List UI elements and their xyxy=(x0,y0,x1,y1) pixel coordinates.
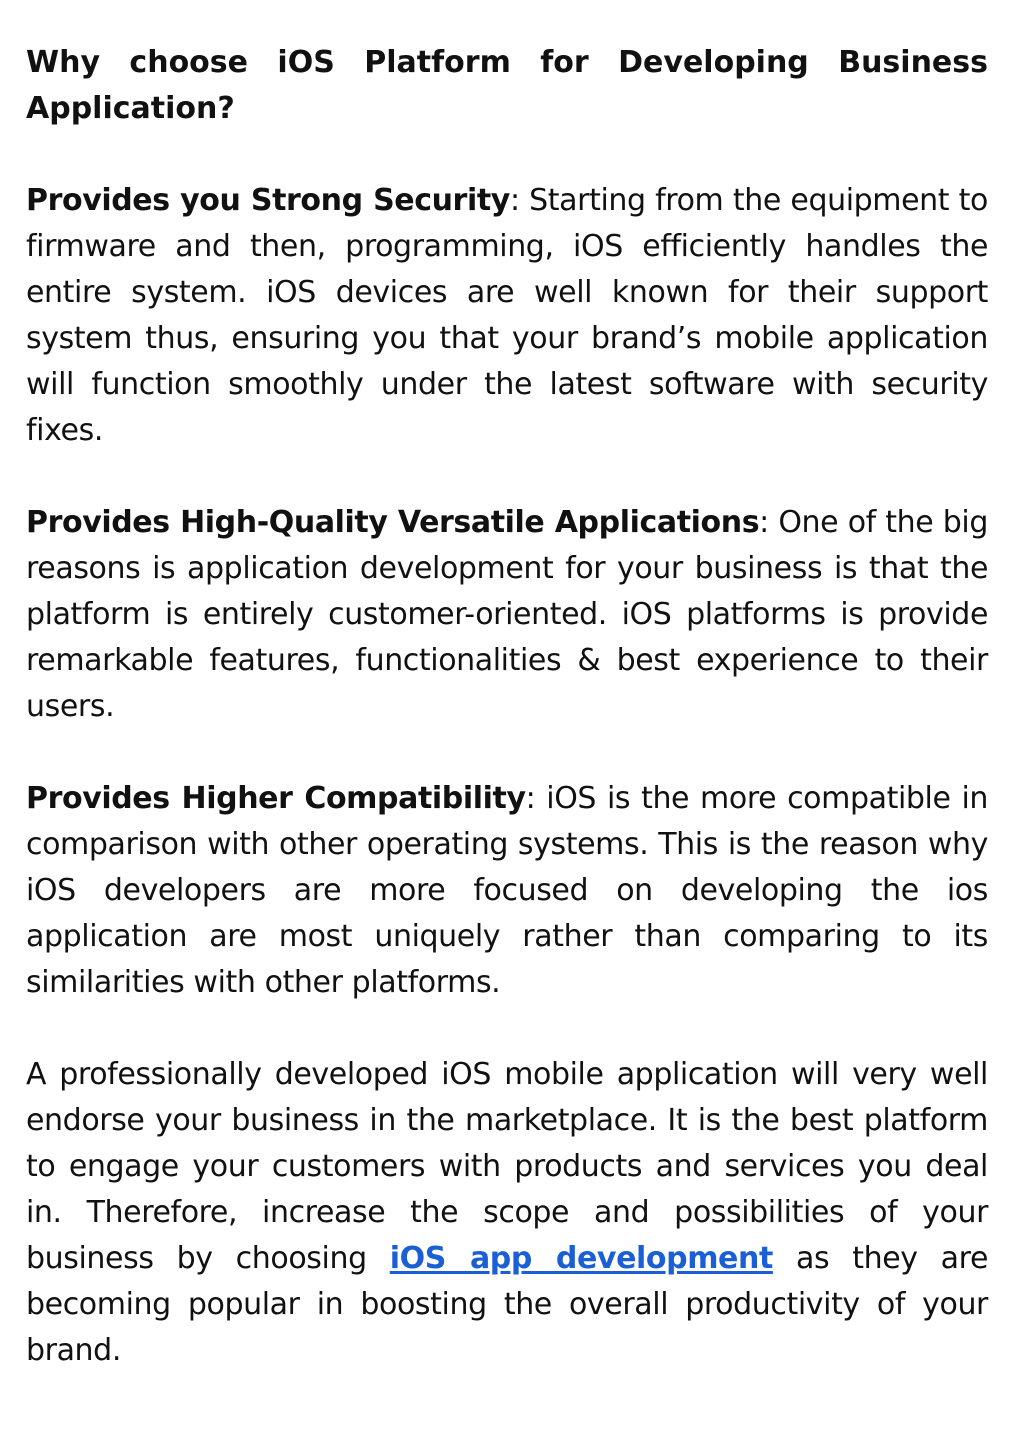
section-heading: Provides Higher Compatibility xyxy=(26,781,526,816)
document-title: Why choose iOS Platform for Developing Business Application? xyxy=(26,45,988,126)
spacer xyxy=(26,454,988,500)
spacer xyxy=(26,132,988,178)
spacer xyxy=(26,730,988,776)
section-body: One of the big reasons is application development for your business is that the platform is entirely customer-oriented. iOS platforms is provide remarkable features, functionalities & best experience to their users. xyxy=(26,505,988,724)
section-body: iOS is the more compatible in comparison with other operating systems. This is the reason why iOS developers are more focused on developing the ios application are most uniquely rather than comparing to its similarities with other platforms. xyxy=(26,781,988,1000)
section-heading: Provides High-Quality Versatile Applications xyxy=(26,505,760,540)
section-quality-apps xyxy=(26,500,988,730)
section-separator: : xyxy=(759,505,769,540)
ios-app-development-link[interactable]: iOS app development xyxy=(389,1241,773,1276)
section-separator: : xyxy=(509,183,520,218)
section-heading: Provides you Strong Security xyxy=(26,183,510,218)
document-page xyxy=(26,40,988,1374)
section-separator: : xyxy=(525,781,536,816)
section-body: Starting from the equipment to firmware and then, programming, iOS efficiently handles the entire system. iOS devices are well known for their support system thus, ensuring you that your brand’s mobile application will function smoothly under the latest software with security fixes. xyxy=(26,183,988,448)
closing-text-before-link: A professionally developed iOS mobile application will very well endorse your business in the marketplace. It is the best platform to engage your customers with products and services you deal in. Therefore, increase the scope and possibilities of your business by choosing xyxy=(26,1057,988,1276)
closing-paragraph xyxy=(26,1052,988,1374)
spacer xyxy=(26,1006,988,1052)
section-compatibility xyxy=(26,776,988,1006)
section-security xyxy=(26,178,988,454)
closing-text-after-link: as they are becoming popular in boosting the overall productivity of your brand. xyxy=(26,1241,989,1368)
